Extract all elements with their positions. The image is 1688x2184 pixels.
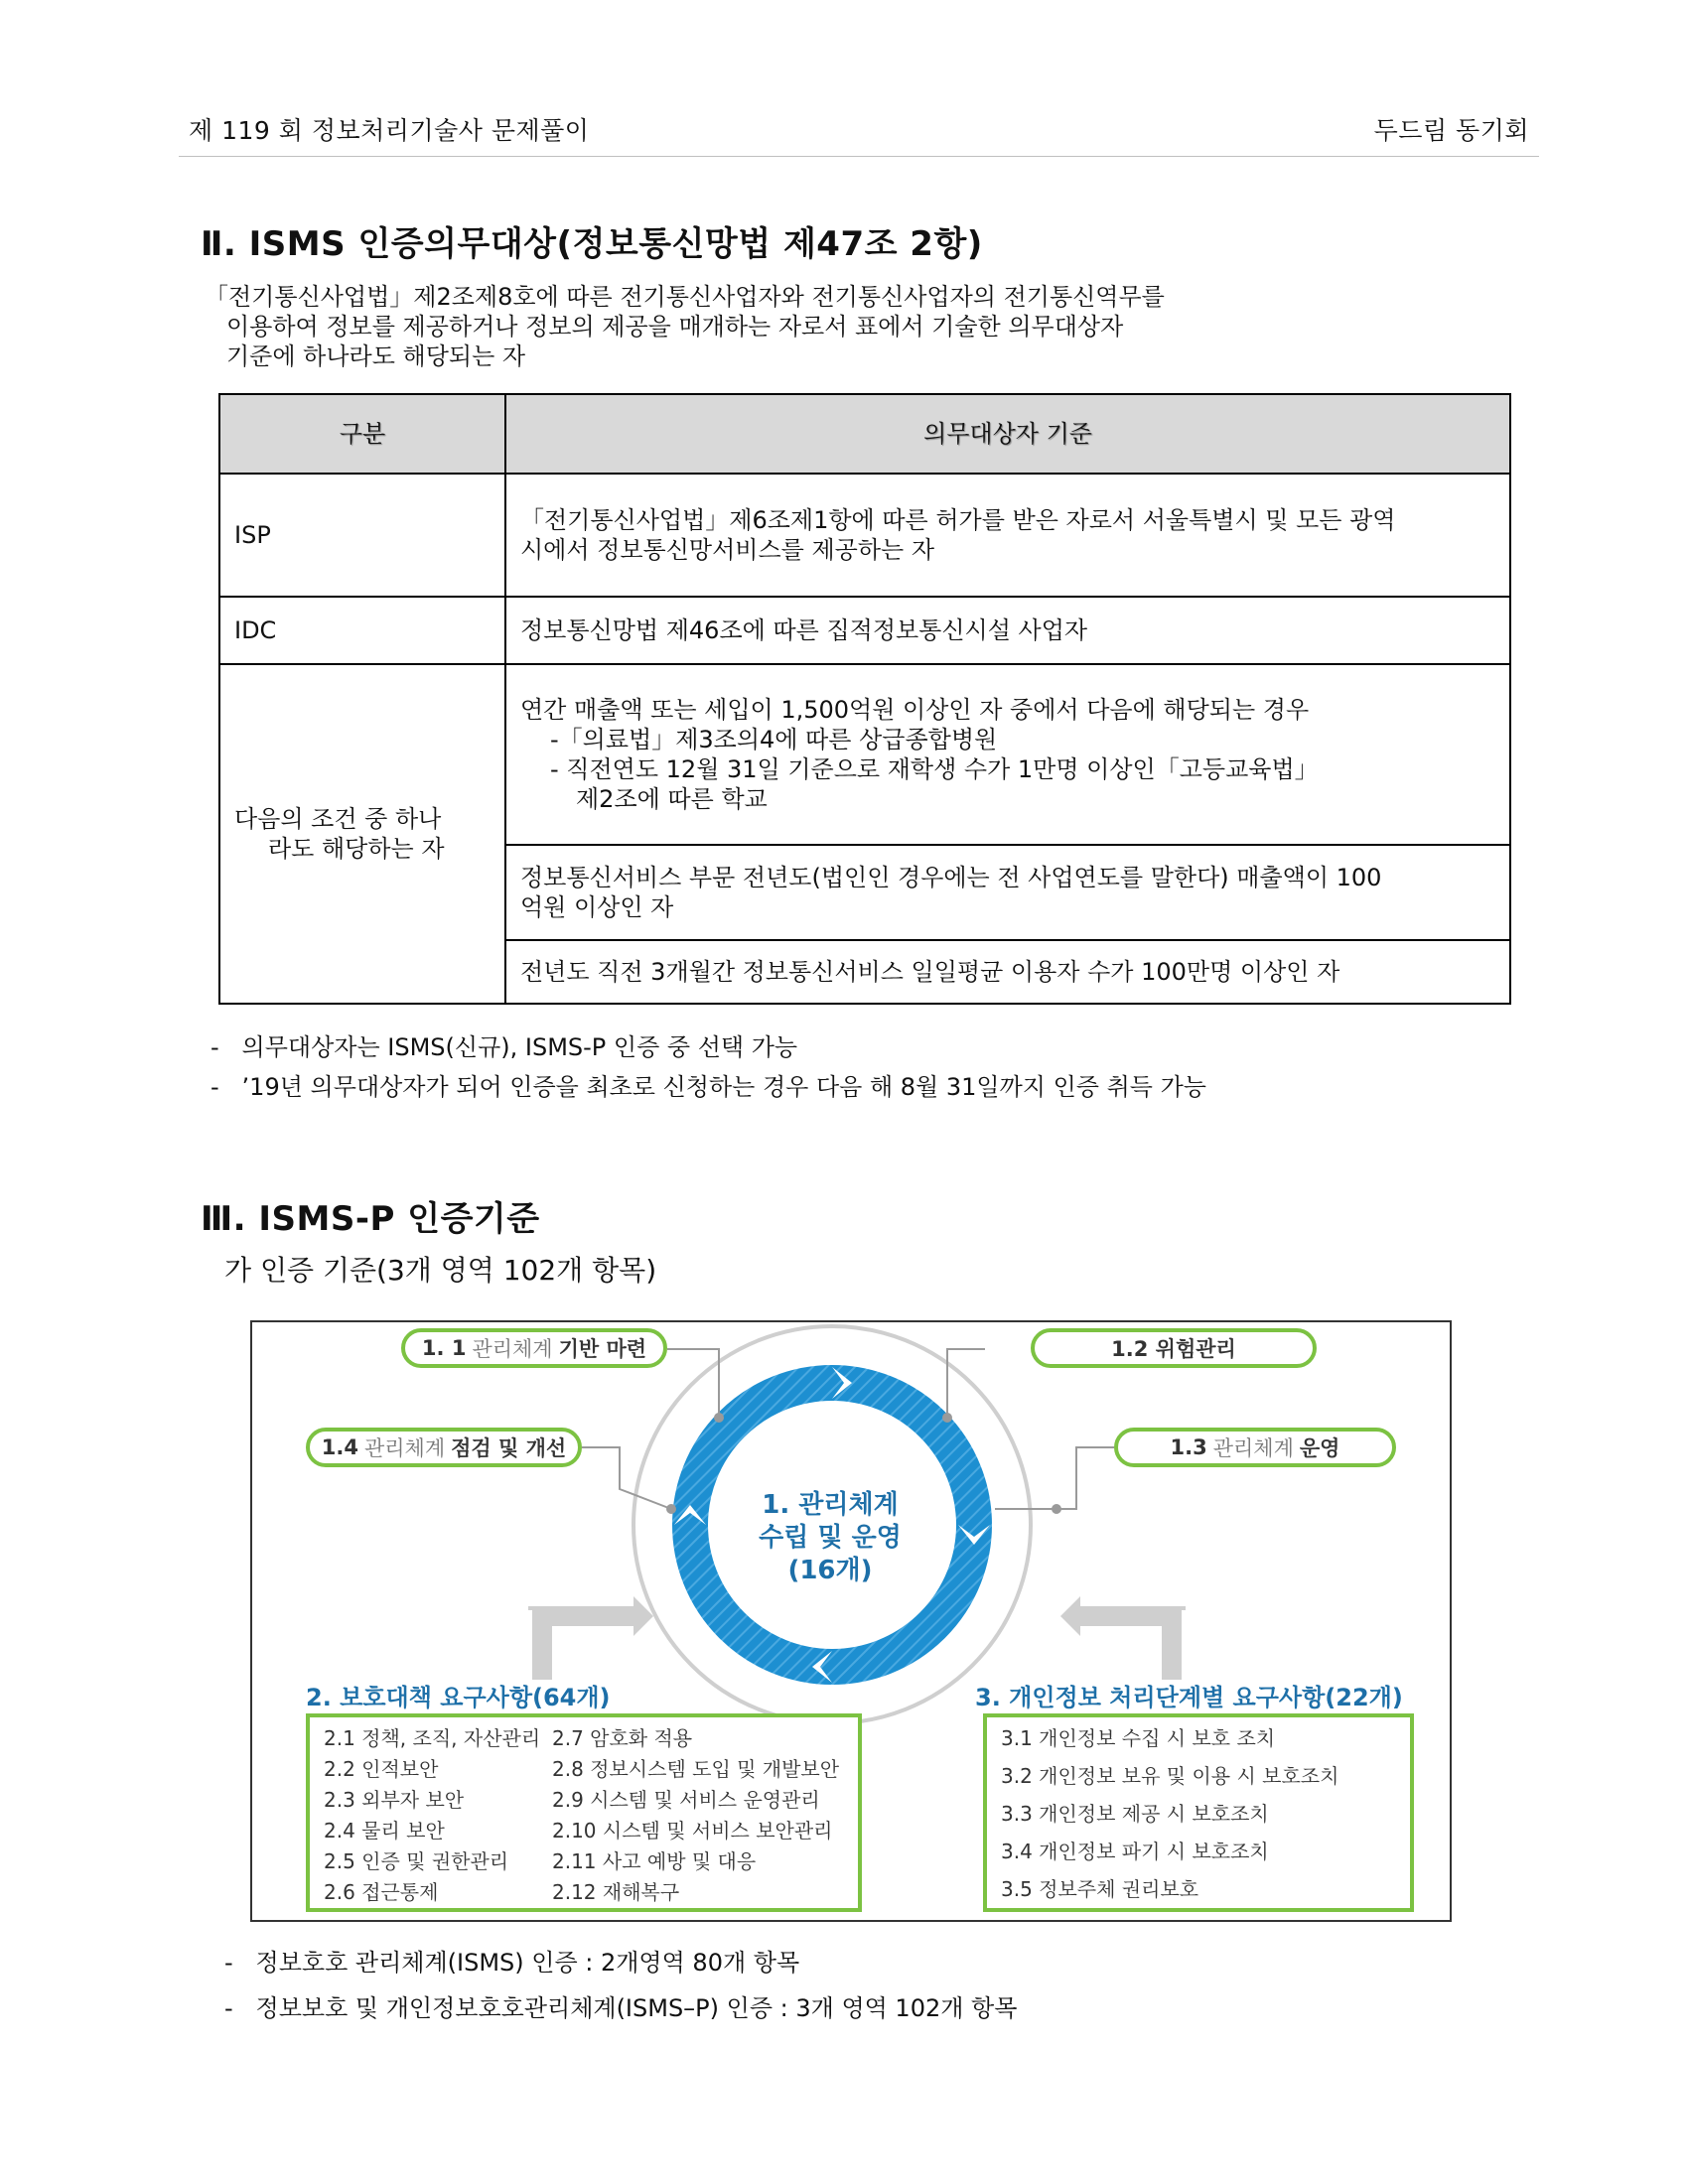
center-line: 수립 및 운영	[759, 1523, 902, 1553]
section-2-intro-line-3: 기준에 하나라도 해당되는 자	[226, 342, 526, 370]
isp-criteria-line: 시에서 정보통신망서비스를 제공하는 자	[520, 536, 935, 564]
revenue-criteria-line: 제2조에 따른 학교	[576, 785, 768, 813]
other-label-line: 라도 해당하는 자	[268, 835, 445, 863]
list-item: 2.10 시스템 및 서비스 보안관리	[552, 1819, 833, 1843]
pill-1-1-foundation	[401, 1328, 667, 1368]
section-3-note-text: 정보호호 관리체계(ISMS) 인증 : 2개영역 80개 항목	[255, 1949, 800, 1977]
table-cell-isp-label: ISP	[219, 474, 505, 597]
group-3-list	[1001, 1719, 1338, 1908]
sales-criteria-line: 억원 이상인 자	[520, 893, 674, 921]
pill-1-2-bold: 1.2 위험관리	[1111, 1337, 1236, 1361]
center-line: 1. 관리체계	[762, 1490, 899, 1520]
section-2-note-text: 의무대상자는 ISMS(신규), ISMS-P 인증 중 선택 가능	[241, 1033, 798, 1061]
group-2-title: 2. 보호대책 요구사항(64개)	[306, 1684, 611, 1711]
pill-1-1-bold: 기반 마련	[558, 1337, 647, 1361]
list-item: 2.4 물리 보안	[324, 1819, 445, 1843]
table-header-category: 구분	[219, 394, 505, 474]
group-2-col-2	[552, 1723, 839, 1908]
group-2-col-1	[324, 1723, 540, 1908]
table-cell-idc-label: IDC	[219, 597, 505, 664]
list-item: 2.12 재해복구	[552, 1880, 680, 1904]
sales-criteria-line: 정보통신서비스 부문 전년도(법인인 경우에는 전 사업연도를 말한다) 매출액이 100	[520, 864, 1382, 891]
list-item: 2.5 인증 및 권한관리	[324, 1849, 509, 1873]
section-2-intro-line-1: 「전기통신사업법」제2조제8호에 따른 전기통신사업자와 전기통신사업자의 전기통신역무를	[205, 283, 1165, 311]
other-label-line: 다음의 조건 중 하나	[234, 805, 442, 833]
header-group-name: 두드림 동기회	[1373, 116, 1529, 145]
cycle-center-label	[751, 1489, 910, 1587]
group-3-title: 3. 개인정보 처리단계별 요구사항(22개)	[975, 1684, 1403, 1711]
list-item: 2.8 정보시스템 도입 및 개발보안	[552, 1757, 840, 1781]
obligation-table	[218, 393, 1511, 1005]
revenue-criteria-line: - 직전연도 12월 31일 기준으로 재학생 수가 1만명 이상인「고등교육법」	[550, 755, 1319, 783]
pill-1-4-review	[306, 1428, 582, 1467]
list-item: 3.5 정보주체 권리보호	[1001, 1877, 1199, 1901]
section-3-subtitle: 가 인증 기준(3개 영역 102개 항목)	[224, 1254, 657, 1287]
table-row	[219, 664, 1510, 845]
list-item: 2.9 시스템 및 서비스 운영관리	[552, 1788, 820, 1812]
group-3-box	[983, 1713, 1414, 1912]
list-item: 2.11 사고 예방 및 대응	[552, 1849, 757, 1873]
list-item: 2.2 인적보안	[324, 1757, 439, 1781]
list-item: 3.1 개인정보 수집 시 보호 조치	[1001, 1726, 1276, 1750]
list-item: 2.1 정책, 조직, 자산관리	[324, 1726, 541, 1750]
revenue-criteria-line: 연간 매출액 또는 세입이 1,500억원 이상인 자 중에서 다음에 해당되는 경우	[520, 696, 1310, 724]
section-3-title: Ⅲ. ISMS-P 인증기준	[201, 1199, 540, 1239]
table-cell-users-criteria: 전년도 직전 3개월간 정보통신서비스 일일평균 이용자 수가 100만명 이상인 자	[505, 940, 1510, 1004]
section-2-title: Ⅱ. ISMS 인증의무대상(정보통신망법 제47조 2항)	[201, 224, 983, 264]
isms-p-criteria-diagram	[250, 1320, 1452, 1922]
pill-1-2-risk	[1031, 1328, 1317, 1368]
table-cell-isp-criteria	[505, 474, 1510, 597]
section-2-note: - 의무대상자는 ISMS(신규), ISMS-P 인증 중 선택 가능	[211, 1033, 798, 1061]
pill-1-1-light: 관리체계	[472, 1337, 553, 1361]
list-item: 3.3 개인정보 제공 시 보호조치	[1001, 1802, 1269, 1826]
pill-1-4-number: 1.4	[321, 1435, 358, 1459]
pill-1-3-bold: 운영	[1299, 1436, 1340, 1460]
list-item: 3.2 개인정보 보유 및 이용 시 보호조치	[1001, 1764, 1339, 1788]
header-exam-title: 제 119 회 정보처리기술사 문제풀이	[189, 116, 590, 145]
pill-1-4-bold: 점검 및 개선	[451, 1436, 567, 1460]
section-2-intro-line-2: 이용하여 정보를 제공하거나 정보의 제공을 매개하는 자로서 표에서 기술한 의무대상자	[226, 313, 1124, 341]
isp-criteria-line: 「전기통신사업법」제6조제1항에 따른 허가를 받은 자로서 서울특별시 및 모든 광역	[520, 506, 1396, 534]
list-item: 2.3 외부자 보안	[324, 1788, 465, 1812]
list-item: 2.7 암호화 적용	[552, 1726, 693, 1750]
table-cell-sales-criteria	[505, 845, 1510, 940]
section-3-note-text: 정보보호 및 개인정보호호관리체계(ISMS–P) 인증 : 3개 영역 102개 항목	[255, 1994, 1018, 2022]
table-cell-revenue-criteria	[505, 664, 1510, 845]
pill-1-3-operation	[1114, 1428, 1396, 1467]
pill-1-3-number: 1.3	[1170, 1435, 1207, 1459]
section-2-note-text: ’19년 의무대상자가 되어 인증을 최초로 신청하는 경우 다음 해 8월 31일까지 인증 취득 가능	[241, 1073, 1206, 1101]
table-row	[219, 597, 1510, 664]
center-line: (16개)	[787, 1556, 873, 1585]
table-row	[219, 474, 1510, 597]
section-3-note: - 정보보호 및 개인정보호호관리체계(ISMS–P) 인증 : 3개 영역 102개 항목	[224, 1994, 1018, 2022]
list-item: 2.6 접근통제	[324, 1880, 439, 1904]
pill-1-3-light: 관리체계	[1212, 1436, 1294, 1460]
group-2-box	[306, 1713, 862, 1912]
revenue-criteria-line: -「의료법」제3조의4에 따른 상급종합병원	[550, 726, 998, 753]
section-3-note: - 정보호호 관리체계(ISMS) 인증 : 2개영역 80개 항목	[224, 1949, 800, 1977]
page-header	[179, 111, 1539, 157]
table-header-row	[219, 394, 1510, 474]
table-cell-other-label	[219, 664, 505, 1004]
table-header-criteria: 의무대상자 기준	[505, 394, 1510, 474]
section-2-note: - ’19년 의무대상자가 되어 인증을 최초로 신청하는 경우 다음 해 8월 31일까지 인증 취득 가능	[211, 1073, 1206, 1101]
table-cell-idc-criteria: 정보통신망법 제46조에 따른 집적정보통신시설 사업자	[505, 597, 1510, 664]
list-item: 3.4 개인정보 파기 시 보호조치	[1001, 1840, 1269, 1863]
pill-1-4-light: 관리체계	[363, 1436, 446, 1460]
pill-1-1-number: 1. 1	[421, 1336, 467, 1360]
